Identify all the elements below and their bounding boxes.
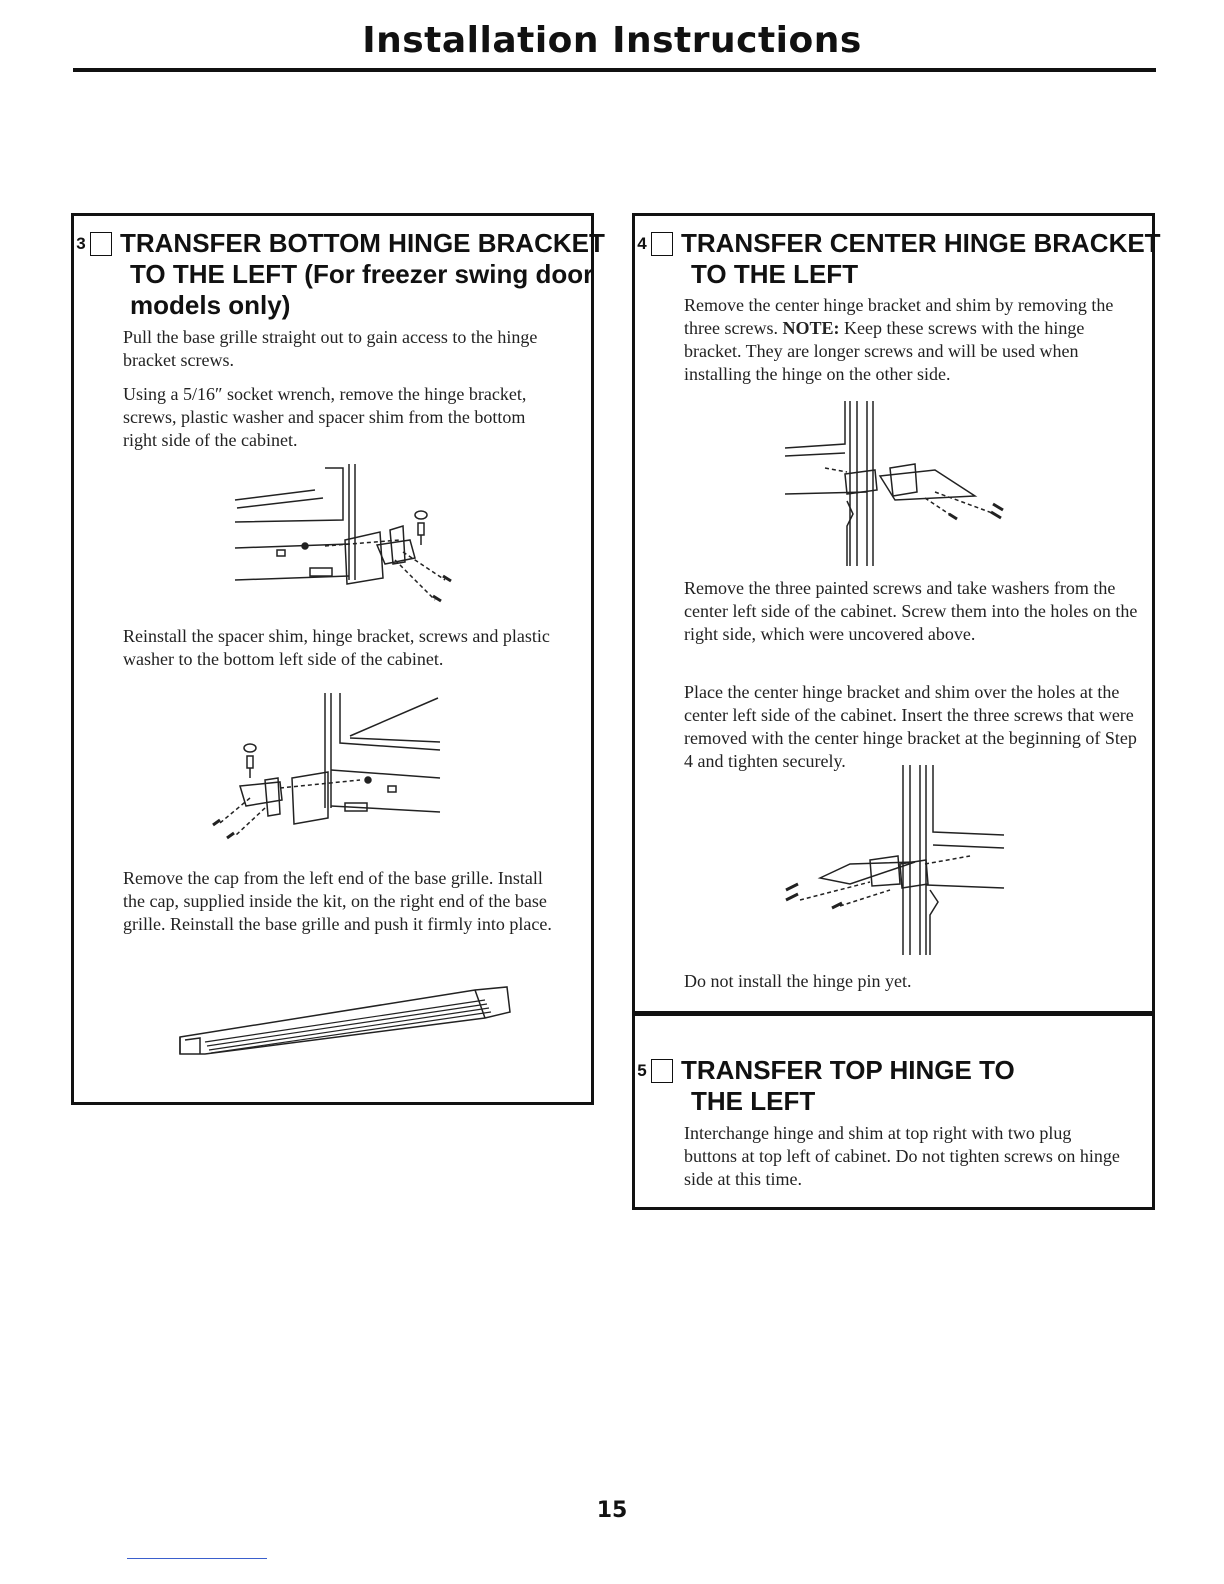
- page-title: Installation Instructions: [362, 20, 862, 61]
- figure-install-center-hinge-left: [770, 760, 1010, 960]
- step-3-heading: [76, 228, 620, 321]
- step-4-para-3: Place the center hinge bracket and shim over the holes at the center left side of the cabinet. Insert the three screws that were removed with the center hinge bracket at the beginning of Step 4 and tighten securely.: [684, 682, 1137, 771]
- step-5-heading: [637, 1055, 1071, 1117]
- step-4-para-1-text: Remove the center hinge bracket and shim by removing the three screws.: [684, 295, 1114, 338]
- step-4-heading: [637, 228, 1181, 290]
- figure-remove-bottom-hinge: [225, 460, 475, 620]
- step-4-para-2: Remove the three painted screws and take washers from the center left side of the cabinet. Screw them into the holes on the right side, which were uncovered above.: [684, 578, 1138, 644]
- step-5-title: TRANSFER TOP HINGE TO THE LEFT: [681, 1055, 1015, 1116]
- title-rule: [73, 68, 1156, 72]
- step-4-para-4: Do not install the hinge pin yet.: [684, 971, 912, 991]
- step-4-note-label: NOTE:: [782, 318, 840, 338]
- step-4-title: TRANSFER CENTER HINGE BRACKET TO THE LEFT: [681, 228, 1161, 289]
- figure-base-grille: [175, 982, 515, 1062]
- step-3-para-1: Pull the base grille straight out to gain access to the hinge bracket screws.: [123, 327, 538, 370]
- step-3-para-4: Remove the cap from the left end of the base grille. Install the cap, supplied inside the kit, on the right end of the base grille. Reinstall the base grille and push it firmly into place.: [123, 868, 552, 934]
- step-4-number: 4: [651, 232, 673, 256]
- footer-rule: [127, 1558, 267, 1559]
- step-3-para-2: Using a 5/16″ socket wrench, remove the hinge bracket, screws, plastic washer and spacer shim from the bottom right side of the cabinet.: [123, 384, 527, 450]
- step-3-number: 3: [90, 232, 112, 256]
- figure-install-bottom-hinge-left: [210, 688, 450, 848]
- page-number: 15: [596, 1498, 628, 1523]
- step-5-para-1: Interchange hinge and shim at top right with two plug buttons at top left of cabinet. Do not tighten screws on hinge side at this time.: [684, 1123, 1120, 1189]
- step-3-para-3: Reinstall the spacer shim, hinge bracket, screws and plastic washer to the bottom left side of the cabinet.: [123, 626, 550, 669]
- step-5-number: 5: [651, 1059, 673, 1083]
- step-4-para-1-note: Keep these screws with the hinge bracket. They are longer screws and will be used when installing the hinge on the other side.: [684, 318, 1085, 384]
- figure-remove-center-hinge: [785, 396, 1025, 571]
- step-3-title: TRANSFER BOTTOM HINGE BRACKET TO THE LEFT (For freezer swing door models only): [120, 228, 605, 320]
- step-4-para-1: [684, 294, 1139, 386]
